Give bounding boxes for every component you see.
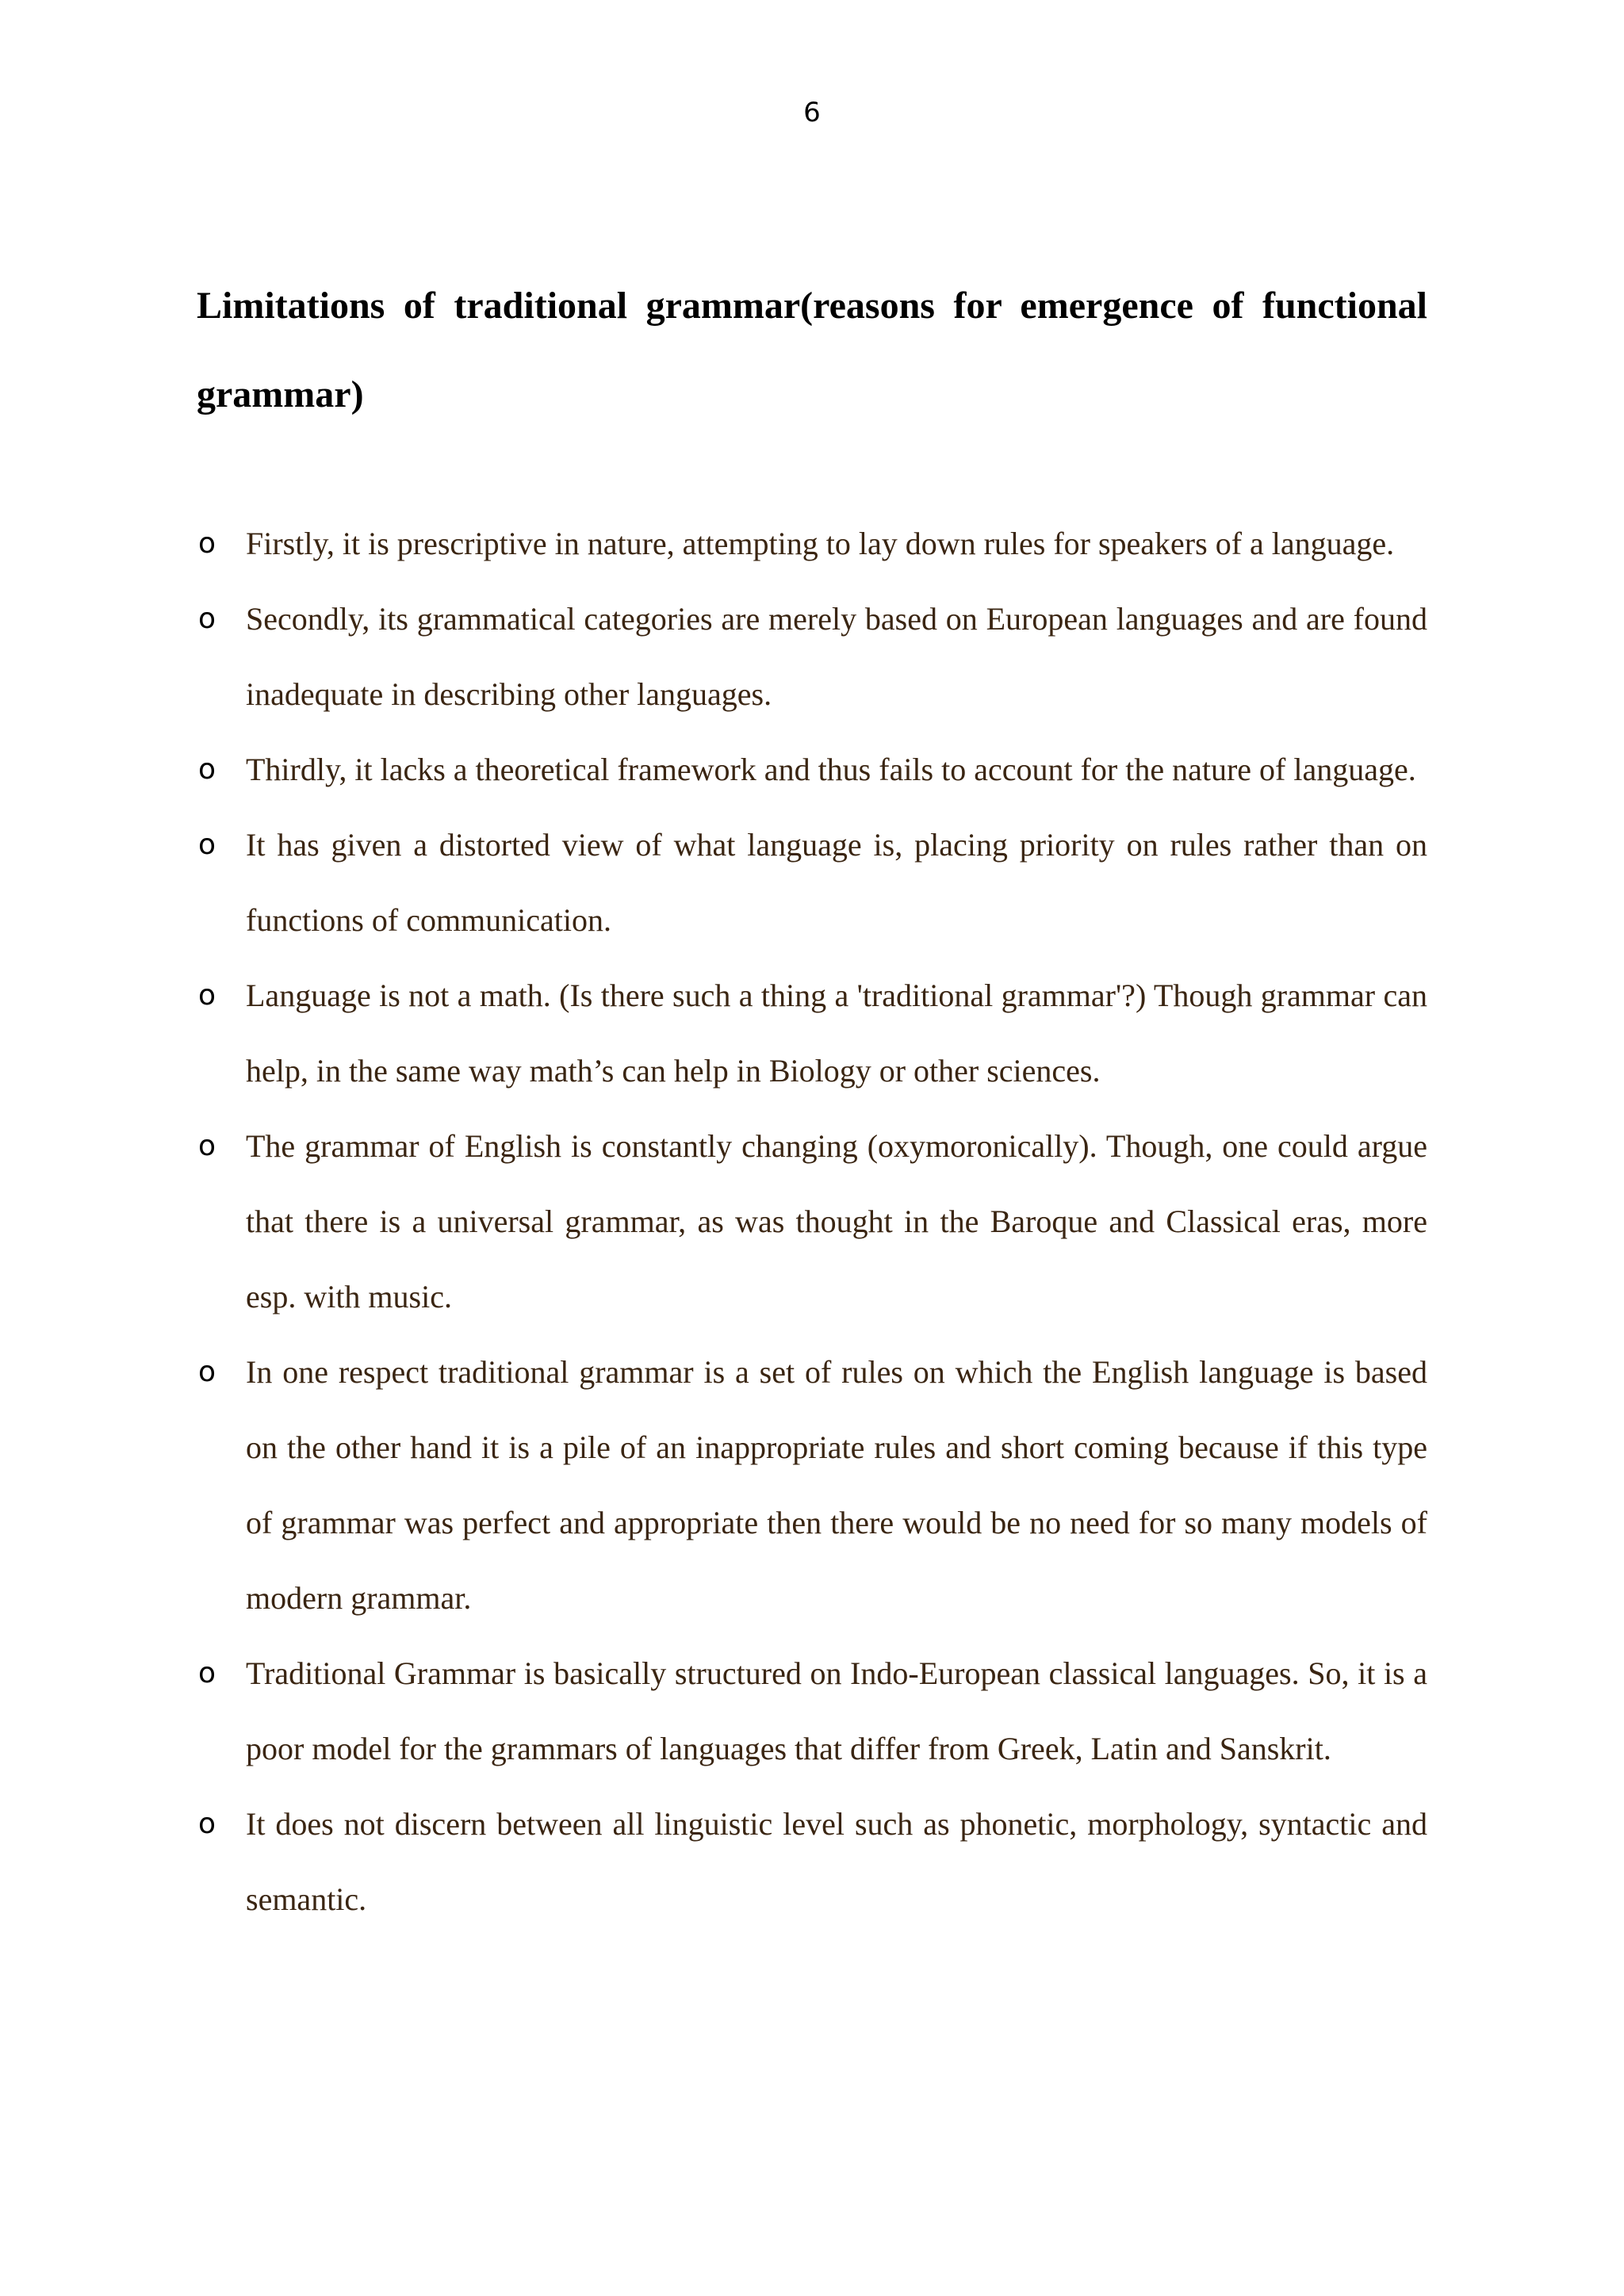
list-item-text: It does not discern between all linguistic level such as phonetic, morphology, syntactic and semantic. (246, 1806, 1427, 1917)
bullet-circle-icon: o (198, 1356, 216, 1388)
bullet-circle-icon: o (198, 828, 216, 861)
list-item (197, 506, 1427, 581)
list-item-text: Language is not a math. (Is there such a thing a 'traditional grammar'?) Though grammar can help, in the same way math’s can help in Biology or other sciences. (246, 978, 1427, 1089)
list-item (197, 958, 1427, 1108)
list-item (197, 1108, 1427, 1334)
list-item-text: The grammar of English is constantly changing (oxymoronically). Though, one could argue that there is a universal grammar, as was thought in the Baroque and Classical eras, more esp. with music. (246, 1128, 1427, 1314)
bullet-circle-icon: o (198, 753, 216, 786)
list-item-text: In one respect traditional grammar is a set of rules on which the English language is based on the other hand it is a pile of an inappropriate rules and short coming because if this type of grammar was perfect and appropriate then there would be no need for so many models of modern grammar. (246, 1354, 1427, 1616)
list-item-text: Firstly, it is prescriptive in nature, attempting to lay down rules for speakers of a language. (246, 526, 1395, 561)
list-item-text: Thirdly, it lacks a theoretical framework and thus fails to account for the nature of language. (246, 752, 1416, 787)
bullet-circle-icon: o (198, 603, 216, 635)
list-item (197, 732, 1427, 807)
section-heading: Limitations of traditional grammar(reasons for emergence of functional grammar) (197, 285, 1427, 415)
bullet-circle-icon: o (198, 1657, 216, 1689)
bullet-circle-icon: o (198, 1130, 216, 1162)
list-item (197, 1786, 1427, 1937)
list-item (197, 581, 1427, 732)
list-item (197, 1334, 1427, 1636)
list-item (197, 1636, 1427, 1786)
list-item-text: Traditional Grammar is basically structured on Indo-European classical languages. So, it is a poor model for the grammars of languages that differ from Greek, Latin and Sanskrit. (246, 1655, 1427, 1766)
list-item-text: It has given a distorted view of what language is, placing priority on rules rather than on functions of communication. (246, 827, 1427, 938)
list-item-text: Secondly, its grammatical categories are merely based on European languages and are found inadequate in describing other languages. (246, 601, 1427, 712)
limitations-list (197, 506, 1427, 1937)
list-item (197, 807, 1427, 958)
bullet-circle-icon: o (198, 1808, 216, 1840)
page-number: 6 (803, 97, 821, 128)
bullet-circle-icon: o (198, 979, 216, 1012)
bullet-circle-icon: o (198, 527, 216, 560)
